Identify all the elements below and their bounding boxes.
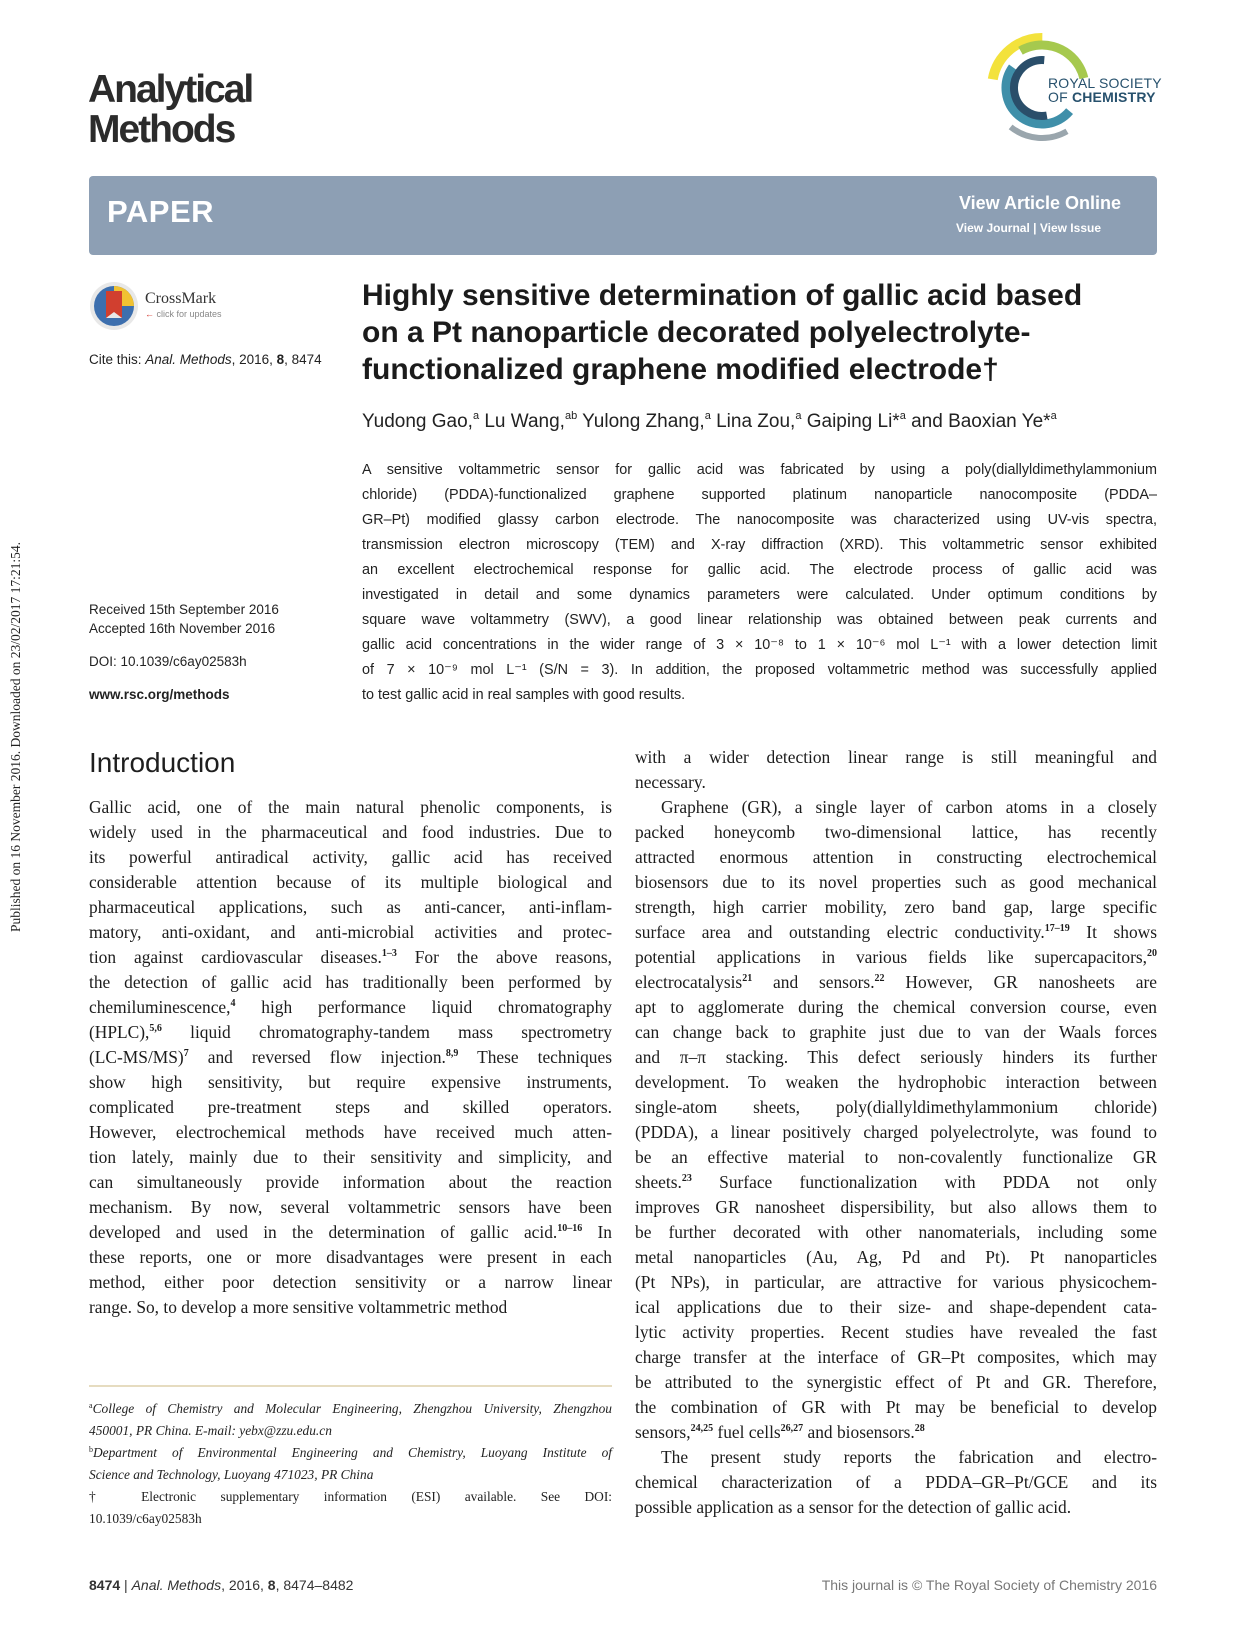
title-line: on a Pt nanoparticle decorated polyelectrolyte- [362, 316, 1031, 349]
body-text: charge transfer at the interface of GR–Pt composites, which may [635, 1347, 1157, 1367]
body-text: be an effective material to non-covalently functionalize GR [635, 1147, 1157, 1167]
rsc-logo-line1: ROYAL SOCIETY [1048, 75, 1162, 91]
body-text: (HPLC), [89, 1022, 150, 1042]
footnote-b-text1: Department of Environmental Engineering and Chemistry, Luoyang Institute of [93, 1445, 612, 1460]
abstract-line: square wave voltammetry (SWV), a good linear relationship was obtained between peak currents and [362, 612, 1157, 628]
body-text-line [635, 1320, 1157, 1345]
body-text: electrocatalysis [635, 972, 743, 992]
abstract-line: A sensitive voltammetric sensor for gallic acid was fabricated by using a poly(diallyldimethylammonium [362, 462, 1157, 478]
right-column-text [635, 745, 1157, 1520]
body-text-line [635, 820, 1157, 845]
body-text-line [635, 770, 1157, 795]
body-text-line [89, 1245, 612, 1270]
body-text: improves GR nanosheet dispersibility, but also allows them to [635, 1197, 1157, 1217]
abstract-line: investigated in detail and some dynamics parameters were calculated. Under optimum conditions by [362, 587, 1157, 603]
citation-reference[interactable]: 26,27 [780, 1423, 804, 1434]
body-text: be further decorated with other nanomaterials, including some [635, 1222, 1157, 1242]
view-article-online-link[interactable]: View Article Online [958, 193, 1121, 213]
side-note-text: Published on 16 November 2016. Downloaded on 23/02/2017 17:21:54. [8, 542, 23, 932]
journal-website-link[interactable]: www.rsc.org/methods [89, 687, 230, 702]
body-text: biosensors due to its novel properties such as good mechanical [635, 872, 1157, 892]
body-text-line [89, 1295, 612, 1320]
body-text: its powerful antiradical activity, gallic acid has received [89, 847, 612, 867]
body-text-line [89, 920, 612, 945]
footer-page-number: 8474 [89, 1577, 121, 1593]
author-affiliation-marker: a [1050, 410, 1057, 422]
body-text-line [89, 1220, 612, 1245]
author-name: Yudong Gao, [362, 411, 473, 432]
body-text: can change back to graphite just due to van der Waals forces [635, 1022, 1157, 1042]
footer-pages: , 8474–8482 [275, 1577, 354, 1593]
footer-year: , 2016, [221, 1577, 268, 1593]
body-text-line [635, 1420, 1157, 1445]
body-text-line [89, 970, 612, 995]
abstract-line: an excellent electrochemical response for gallic acid. The electrode process of gallic acid was [362, 562, 1157, 578]
journal-title-line2: Methods [88, 108, 235, 151]
journal-title [88, 70, 252, 150]
abstract-line: GR–Pt) modified glassy carbon electrode. The nanocomposite was characterized using UV-vis spectra, [362, 512, 1157, 528]
body-text: strength, high carrier mobility, zero band gap, large specific [635, 897, 1157, 917]
body-text-line [89, 845, 612, 870]
cite-journal: Anal. Methods [145, 352, 232, 367]
body-text: high performance liquid chromatography [235, 997, 612, 1017]
abstract [362, 458, 1157, 708]
body-text: widely used in the pharmaceutical and food industries. Due to [89, 822, 612, 842]
author-affiliation-marker: ab [564, 410, 578, 422]
body-text: mechanism. By now, several voltammetric sensors have been [89, 1197, 612, 1217]
crossmark-subtitle: ← click for updates [145, 309, 222, 319]
footer-volume: 8 [267, 1577, 276, 1593]
paper-banner [89, 176, 1157, 255]
body-text: matory, anti-oxidant, and anti-microbial activities and protec- [89, 922, 612, 942]
crossmark-badge[interactable] [89, 278, 239, 334]
view-issue-link[interactable]: View Issue [1039, 221, 1101, 235]
citation-reference[interactable]: 7 [183, 1048, 189, 1059]
section-heading-introduction: Introduction [89, 747, 236, 778]
body-text-line [89, 795, 612, 820]
abstract-line: chloride) (PDDA)-functionalized graphene supported platinum nanoparticle nanocomposite (PDDA– [362, 487, 1157, 503]
cite-volume: 8 [276, 352, 285, 367]
body-text-line [635, 1120, 1157, 1145]
body-text-line [635, 1470, 1157, 1495]
body-text-line [89, 1070, 612, 1095]
footer-copyright: This journal is © The Royal Society of Chemistry 2016 [821, 1577, 1157, 1593]
body-text-line [635, 795, 1157, 820]
abstract-line: of 7 × 10⁻⁹ mol L⁻¹ (S/N = 3). In addition, the proposed voltammetric method was successfully applied [362, 662, 1157, 678]
body-text: ical applications due to their size- and shape-dependent cata- [635, 1297, 1157, 1317]
view-links-separator: | [1029, 221, 1040, 235]
rsc-logo-chemistry: CHEMISTRY [1071, 89, 1156, 105]
citation-reference[interactable]: 8,9 [445, 1048, 459, 1059]
citation [89, 352, 322, 367]
body-text: It shows [1069, 922, 1157, 942]
body-text: Graphene (GR), a single layer of carbon atoms in a closely [661, 797, 1157, 817]
crossmark-title: CrossMark [145, 290, 217, 307]
body-text-line [89, 945, 612, 970]
footnote-a-line2 [89, 1420, 612, 1442]
footnote-b-line1 [89, 1442, 612, 1464]
author-name: Lina Zou, [710, 411, 796, 432]
footnote-b-marker: b [89, 1445, 93, 1454]
footnote-a-line1 [89, 1398, 612, 1420]
body-text-line [89, 820, 612, 845]
author-list [362, 410, 1057, 433]
published-download-note [6, 452, 26, 932]
author-name: Lu Wang, [479, 411, 565, 432]
citation-reference[interactable]: 22 [874, 973, 885, 984]
body-text: method, either poor detection sensitivity or a narrow linear [89, 1272, 612, 1292]
footnote-a-text2: 450001, PR China. E-mail: yebx@zzu.edu.cn [89, 1423, 332, 1438]
body-text: and π–π stacking. This defect seriously hinders its further [635, 1047, 1157, 1067]
body-text: tion against cardiovascular diseases. [89, 947, 382, 967]
body-text: possible application as a sensor for the detection of gallic acid. [635, 1497, 1072, 1517]
author-name: Yulong Zhang, [577, 411, 705, 432]
body-text-line [635, 1270, 1157, 1295]
body-text: (PDDA), a linear positively charged polyelectrolyte, was found to [635, 1122, 1157, 1142]
body-text-line [635, 1220, 1157, 1245]
citation-reference[interactable]: 1–3 [381, 948, 397, 959]
body-text: chemical characterization of a PDDA–GR–Pt/GCE and its [635, 1472, 1157, 1492]
body-text: necessary. [635, 772, 706, 792]
citation-reference[interactable]: 4 [230, 998, 236, 1009]
rsc-logo-of: OF [1048, 89, 1072, 105]
body-text: these reports, one or more disadvantages were present in each [89, 1247, 612, 1267]
body-text: tion lately, mainly due to their sensitivity and simplicity, and [89, 1147, 612, 1167]
body-text-line [89, 1145, 612, 1170]
footnote-a-text1: College of Chemistry and Molecular Engineering, Zhengzhou University, Zhengzhou [92, 1401, 612, 1416]
author-affiliation-marker: a [899, 410, 906, 422]
body-text-line [635, 995, 1157, 1020]
body-text-line [89, 995, 612, 1020]
title-line: functionalized graphene modified electrode† [362, 353, 999, 386]
body-text-line [635, 1395, 1157, 1420]
footnote-esi-line1: † Electronic supplementary information (ESI) available. See DOI: [89, 1489, 612, 1504]
body-text: can simultaneously provide information about the reaction [89, 1172, 612, 1192]
body-text: lytic activity properties. Recent studies have revealed the fast [635, 1322, 1157, 1342]
body-text: and sensors. [752, 972, 875, 992]
footnote-a-marker: a [89, 1401, 93, 1410]
body-text: However, electrochemical methods have received much atten- [89, 1122, 612, 1142]
body-text: complicated pre-treatment steps and skilled operators. [89, 1097, 612, 1117]
body-text-line [635, 945, 1157, 970]
body-text: with a wider detection linear range is still meaningful and [635, 747, 1157, 767]
footer-journal: Anal. Methods [131, 1577, 222, 1593]
body-text-line [89, 1170, 612, 1195]
body-text-line [635, 1195, 1157, 1220]
body-text: In [582, 1222, 613, 1242]
citation-reference[interactable]: 5,6 [149, 1023, 162, 1034]
citation-reference[interactable]: 24,25 [690, 1423, 714, 1434]
body-text-line [635, 1045, 1157, 1070]
body-text: and reversed flow injection. [188, 1047, 446, 1067]
body-text: (Pt NPs), in particular, are attractive for various physicochem- [635, 1272, 1157, 1292]
body-text-line [635, 1070, 1157, 1095]
abstract-line: gallic acid concentrations in the wider range of 3 × 10⁻⁸ to 1 × 10⁻⁶ mol L⁻¹ with a lower detection limit [362, 637, 1157, 653]
body-text: considerable attention because of its multiple biological and [89, 872, 612, 892]
body-text-line [635, 1145, 1157, 1170]
body-text: single-atom sheets, poly(diallyldimethylammonium chloride) [635, 1097, 1157, 1117]
view-journal-link[interactable]: View Journal [956, 221, 1030, 235]
body-text-line [635, 970, 1157, 995]
body-text: (LC-MS/MS) [89, 1047, 184, 1067]
citation-reference[interactable]: 23 [681, 1173, 692, 1184]
body-text: potential applications in various fields like supercapacitors, [635, 947, 1147, 967]
crossmark-icon [89, 281, 139, 331]
body-text: and biosensors. [803, 1422, 915, 1442]
body-text: surface area and outstanding electric conductivity. [635, 922, 1045, 942]
body-text-line [89, 1095, 612, 1120]
author-affiliation-marker: a [704, 410, 711, 422]
body-text-line [89, 1195, 612, 1220]
body-text: fuel cells [713, 1422, 781, 1442]
body-text-line [635, 745, 1157, 770]
body-text: Surface functionalization with PDDA not only [691, 1172, 1157, 1192]
journal-title-line1: Analytical [88, 68, 253, 111]
page-footer-citation [89, 1577, 353, 1593]
body-text: sensors, [635, 1422, 691, 1442]
left-column-text [89, 795, 612, 1320]
rsc-logo-text [1048, 76, 1162, 104]
citation-reference[interactable]: 17–19 [1044, 923, 1070, 934]
footnotes [89, 1398, 612, 1530]
body-text: chemiluminescence, [89, 997, 231, 1017]
body-text: Gallic acid, one of the main natural phenolic components, is [89, 797, 612, 817]
body-text: developed and used in the determination of gallic acid. [89, 1222, 558, 1242]
citation-reference[interactable]: 10–16 [557, 1223, 583, 1234]
body-text-line [635, 1020, 1157, 1045]
abstract-line: transmission electron microscopy (TEM) and X-ray diffraction (XRD). This voltammetric sensor exhibited [362, 537, 1157, 553]
author-affiliation-marker: a [795, 410, 802, 422]
body-text-line [635, 1170, 1157, 1195]
body-text-line [635, 1245, 1157, 1270]
body-text-line [635, 1445, 1157, 1470]
body-text-line [89, 895, 612, 920]
footer-separator: | [120, 1577, 132, 1593]
body-text: sheets. [635, 1172, 682, 1192]
body-text-line [89, 870, 612, 895]
body-text-line [635, 1495, 1157, 1520]
body-text: range. So, to develop a more sensitive voltammetric method [89, 1297, 508, 1317]
body-text-line [89, 1120, 612, 1145]
doi: DOI: 10.1039/c6ay02583h [89, 654, 247, 669]
body-text-line [635, 895, 1157, 920]
author-name: Gaiping Li* [801, 411, 900, 432]
body-text: show high sensitivity, but require expensive instruments, [89, 1072, 612, 1092]
body-text: liquid chromatography-tandem mass spectrometry [161, 1022, 612, 1042]
paper-type-label: PAPER [107, 194, 215, 229]
body-text: For the above reasons, [396, 947, 612, 967]
cite-year: , 2016, [231, 352, 277, 367]
citation-reference[interactable]: 20 [1147, 948, 1157, 959]
body-text-line [89, 1270, 612, 1295]
body-text-line [635, 845, 1157, 870]
body-text: be attributed to the synergistic effect of Pt and GR. Therefore, [635, 1372, 1157, 1392]
body-text: pharmaceutical applications, such as anti-cancer, anti-inflam- [89, 897, 612, 917]
body-text: attracted enormous attention in constructing electrochemical [635, 847, 1157, 867]
citation-reference[interactable]: 21 [742, 973, 753, 984]
title-line: Highly sensitive determination of gallic acid based [362, 279, 1083, 312]
body-text: development. To weaken the hydrophobic interaction between [635, 1072, 1157, 1092]
body-text-line [635, 1295, 1157, 1320]
abstract-line: to test gallic acid in real samples with good results. [362, 687, 686, 703]
received-date: Received 15th September 2016 [89, 602, 279, 617]
body-text-line [635, 1345, 1157, 1370]
rsc-logo-line2 [1048, 90, 1162, 104]
cite-prefix: Cite this: [89, 352, 146, 367]
body-text-line [635, 870, 1157, 895]
body-text-line [635, 1370, 1157, 1395]
footnote-b-text2: Science and Technology, Luoyang 471023, PR China [89, 1467, 374, 1482]
body-text: The present study reports the fabrication and electro- [661, 1447, 1157, 1467]
body-text: apt to agglomerate during the chemical conversion course, even [635, 997, 1157, 1017]
author-affiliation-marker: a [472, 410, 480, 422]
body-text-line [635, 1095, 1157, 1120]
footnote-divider [89, 1385, 612, 1387]
body-text-line [89, 1020, 612, 1045]
citation-reference[interactable]: 28 [914, 1423, 925, 1434]
crossmark-subtitle-text: click for updates [156, 309, 222, 319]
footnote-esi-line2[interactable]: 10.1039/c6ay02583h [89, 1511, 202, 1526]
body-text: the detection of gallic acid has traditionally been performed by [89, 972, 612, 992]
body-text: These techniques [458, 1047, 612, 1067]
cite-page: , 8474 [284, 352, 322, 367]
accepted-date: Accepted 16th November 2016 [89, 621, 276, 636]
footnote-b-line2 [89, 1464, 612, 1486]
body-text-line [635, 920, 1157, 945]
body-text-line [89, 1045, 612, 1070]
body-text: However, GR nanosheets are [884, 972, 1157, 992]
body-text: the combination of GR with Pt may be beneficial to develop [635, 1397, 1157, 1417]
article-title [362, 277, 1162, 388]
body-text: packed honeycomb two-dimensional lattice, has recently [635, 822, 1157, 842]
body-text: metal nanoparticles (Au, Ag, Pd and Pt). Pt nanoparticles [635, 1247, 1157, 1267]
author-name: and Baoxian Ye* [905, 411, 1051, 432]
view-links [956, 221, 1101, 235]
